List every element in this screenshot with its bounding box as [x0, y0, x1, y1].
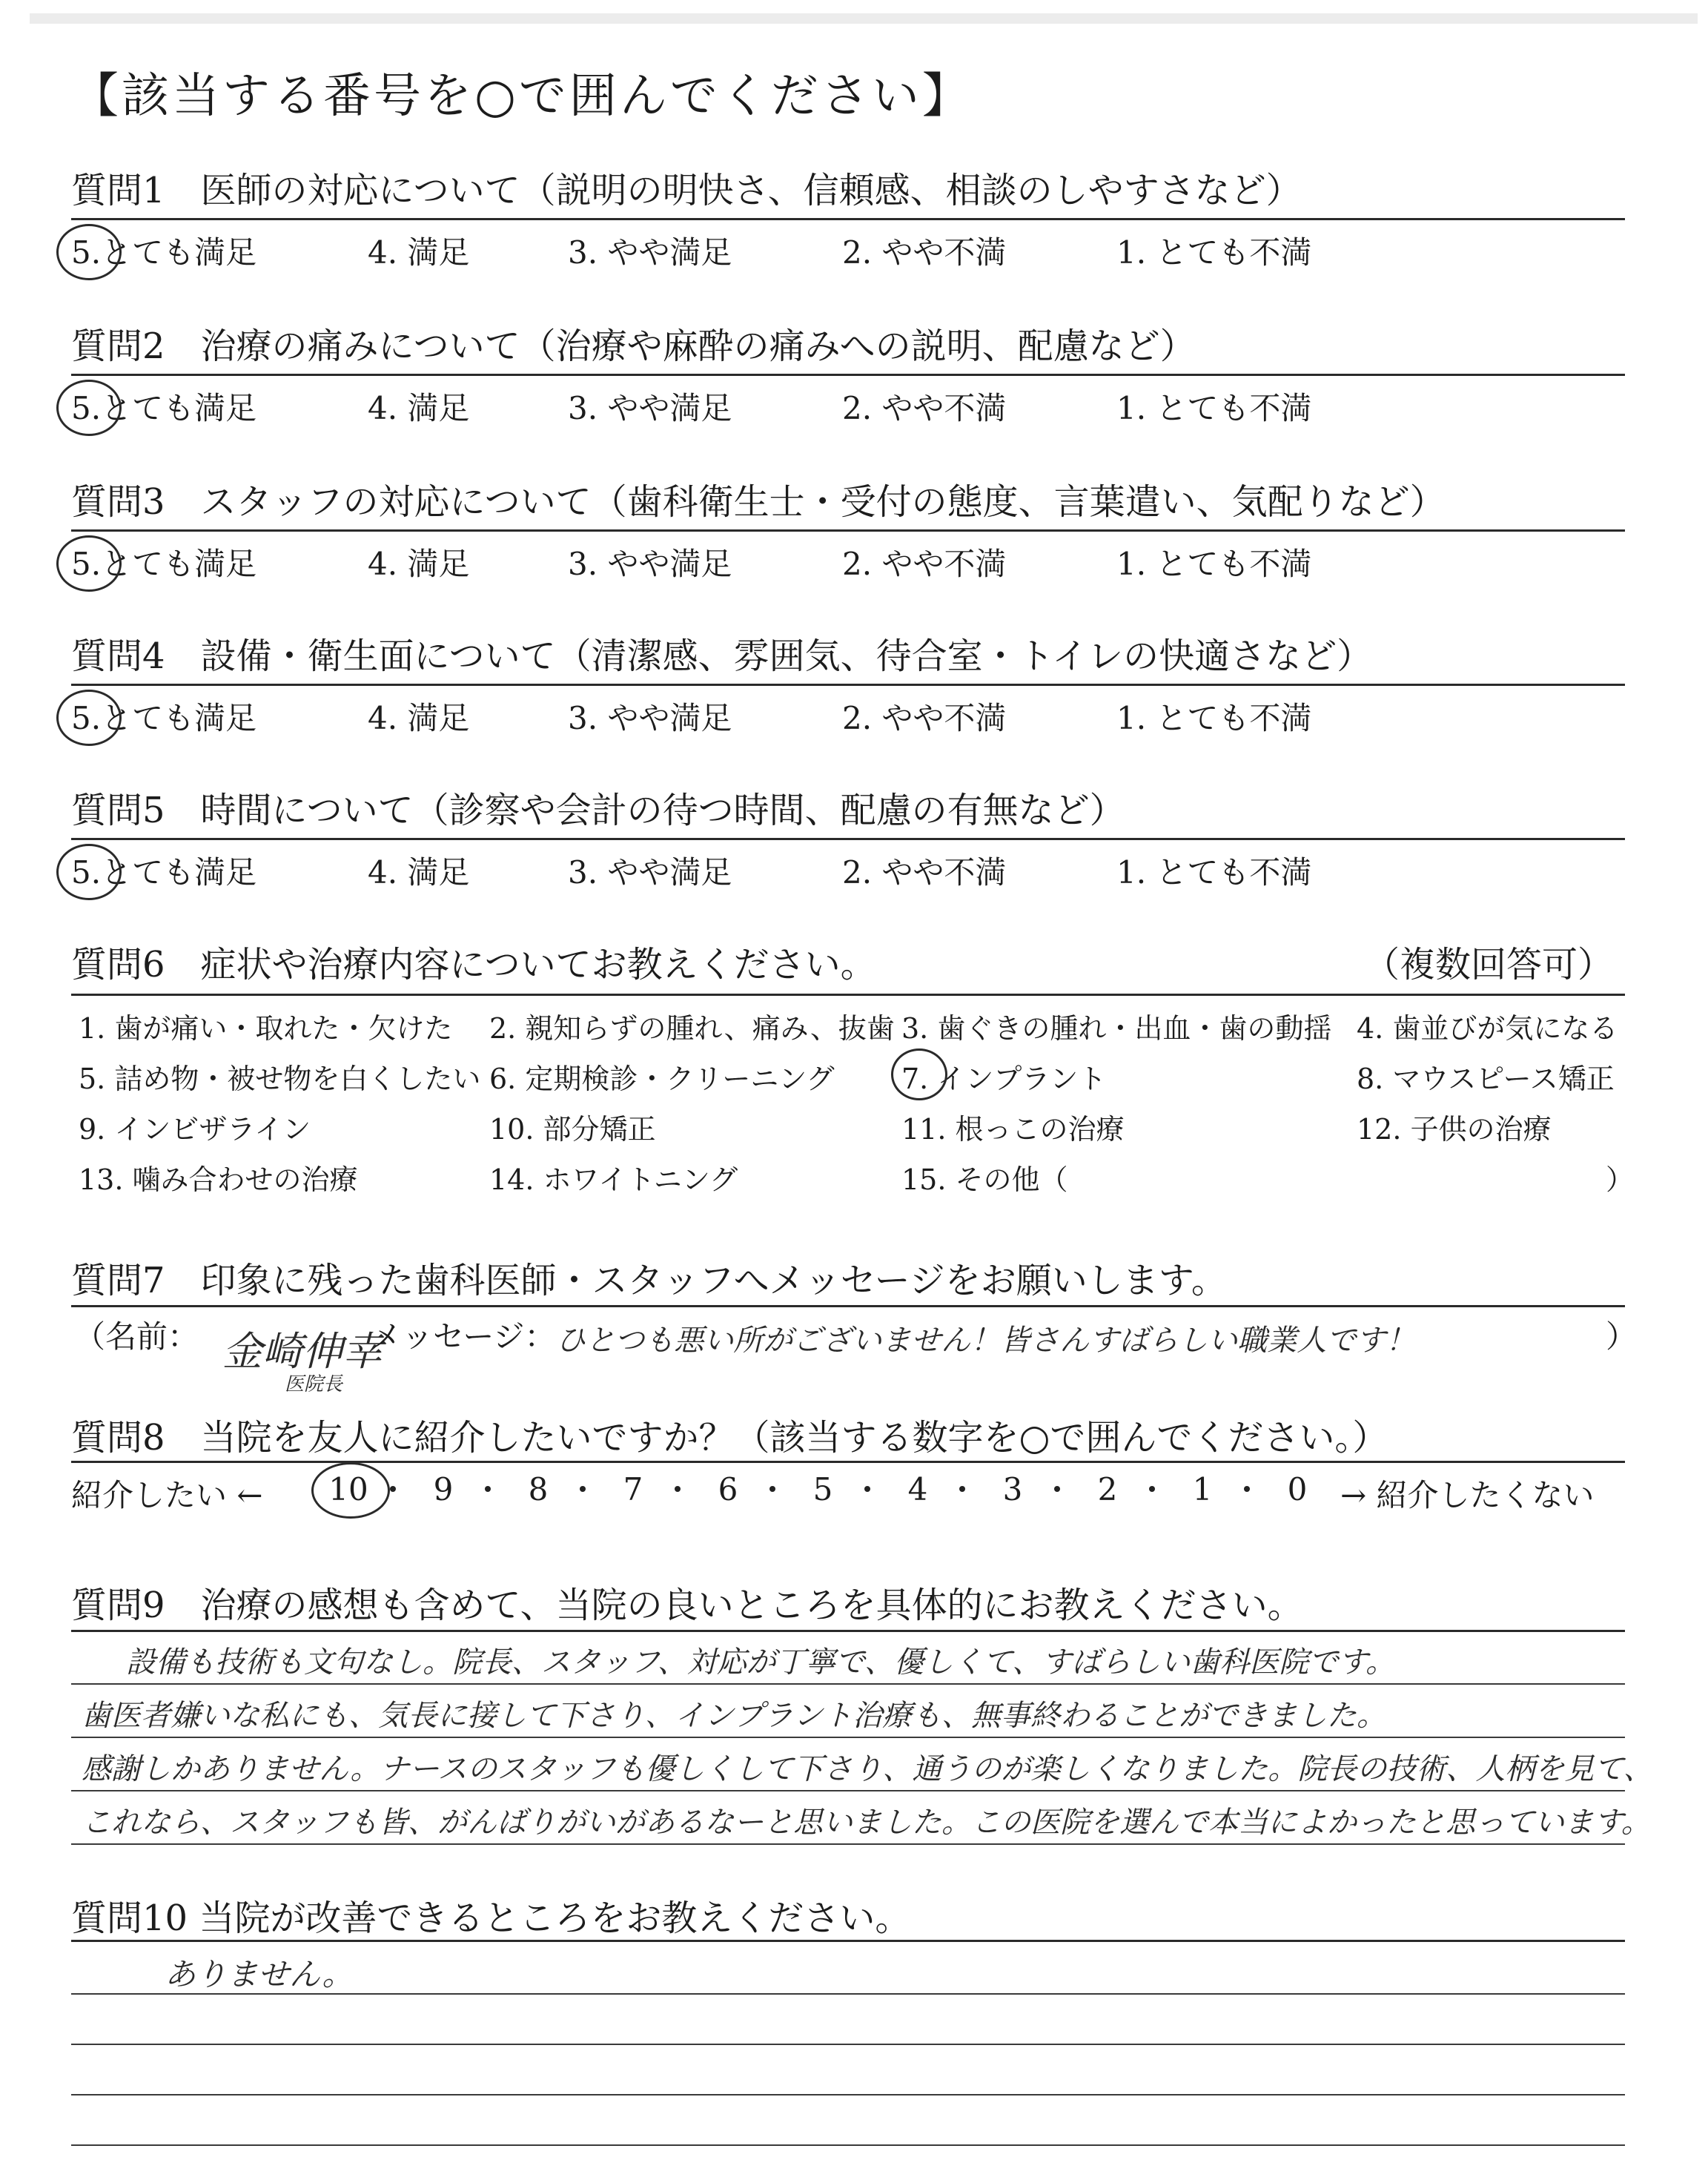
- q6-option[interactable]: 15. その他（: [901, 1163, 1068, 1196]
- q3-option[interactable]: 3. やや満足: [568, 546, 732, 582]
- q2-option[interactable]: 1. とても不満: [1116, 390, 1312, 426]
- q6-option[interactable]: 6. 定期検診・クリーニング: [489, 1063, 835, 1095]
- q8-scale-number[interactable]: 8: [528, 1471, 549, 1507]
- q1-title: 質問1 医師の対応について（説明の明快さ、信頼感、相談のしやすさなど）: [71, 170, 1302, 211]
- q8-scale-dot: [485, 1486, 491, 1492]
- q4-title: 質問4 設備・衛生面について（清潔感、雰囲気、待合室・トイレの快適さなど）: [71, 635, 1373, 677]
- q5-selection-circle: [56, 844, 122, 900]
- q1-option[interactable]: 3. やや満足: [568, 234, 732, 271]
- q5-option[interactable]: 2. やや不満: [842, 854, 1007, 891]
- q3-option[interactable]: 4. 満足: [368, 546, 470, 582]
- q6-selection-circle: [891, 1048, 947, 1100]
- q8-scale-number[interactable]: 2: [1097, 1471, 1118, 1507]
- q8-title: 質問8 当院を友人に紹介したいですか？（該当する数字を○で囲んでください。）: [71, 1417, 1388, 1459]
- q9-ruled-line: [71, 1683, 1625, 1685]
- q6-other-close-paren: ）: [1606, 1163, 1635, 1196]
- q7-message-value[interactable]: ひとつも悪い所がございません！皆さんすばらしい職業人です！: [556, 1324, 1416, 1358]
- q6-option[interactable]: 5. 詰め物・被せ物を白くしたい: [79, 1063, 481, 1095]
- q8-rule: [71, 1461, 1625, 1463]
- q2-title: 質問2 治療の痛みについて（治療や麻酔の痛みへの説明、配慮など）: [71, 326, 1196, 367]
- q7-name-label: （名前：: [74, 1318, 199, 1355]
- q1-option[interactable]: 5.とても満足: [71, 234, 257, 271]
- q8-scale-dot: [864, 1486, 870, 1492]
- q8-selection-circle: [311, 1462, 390, 1519]
- q6-option[interactable]: 12. 子供の治療: [1357, 1113, 1552, 1146]
- q10-answer-line: [71, 2144, 1625, 2146]
- q3-option[interactable]: 5.とても満足: [71, 546, 257, 582]
- q4-option[interactable]: 2. やや不満: [842, 700, 1007, 736]
- q8-scale-dot: [580, 1486, 586, 1492]
- q5-rule: [71, 838, 1625, 840]
- q9-rule: [71, 1630, 1625, 1632]
- q6-title: 質問6 症状や治療内容についてお教えください。: [71, 944, 876, 985]
- q8-scale-dot: [1149, 1486, 1155, 1492]
- q6-option[interactable]: 7. インプラント: [901, 1063, 1107, 1095]
- q1-option[interactable]: 1. とても不満: [1116, 234, 1312, 271]
- q4-option[interactable]: 4. 満足: [368, 700, 470, 736]
- q1-selection-circle: [56, 224, 122, 280]
- q8-scale-number[interactable]: 7: [623, 1471, 643, 1507]
- q1-rule: [71, 218, 1625, 220]
- q7-message-label: メッセージ：: [371, 1318, 556, 1355]
- q8-scale-number[interactable]: 9: [433, 1471, 454, 1507]
- q8-right-label: → 紹介したくない: [1340, 1477, 1595, 1513]
- q10-answer-line: [71, 2044, 1625, 2045]
- q8-scale-dot: [675, 1486, 681, 1492]
- q9-ruled-line: [71, 1790, 1625, 1791]
- q4-option[interactable]: 5.とても満足: [71, 700, 257, 736]
- q9-answer-line-text: 感謝しかありません。ナースのスタッフも優しくして下さり、通うのが楽しくなりました。院長の技術、人柄を見て、: [82, 1752, 1653, 1786]
- q3-rule: [71, 529, 1625, 532]
- q8-scale-number[interactable]: 3: [1002, 1471, 1023, 1507]
- q10-rule: [71, 1940, 1625, 1942]
- q1-option[interactable]: 4. 満足: [368, 234, 470, 271]
- q7-name-note: 医院長: [285, 1373, 343, 1396]
- q7-rule: [71, 1305, 1625, 1307]
- q4-rule: [71, 684, 1625, 686]
- q1-option[interactable]: 2. やや不満: [842, 234, 1007, 271]
- q6-option[interactable]: 4. 歯並びが気になる: [1357, 1012, 1618, 1045]
- q10-answer-line: [71, 2094, 1625, 2095]
- q6-note: （複数回答可）: [1364, 944, 1614, 985]
- q6-option[interactable]: 14. ホワイトニング: [489, 1163, 738, 1196]
- q10-title: 質問10 当院が改善できるところをお教えください。: [71, 1898, 911, 1939]
- q6-option[interactable]: 3. 歯ぐきの腫れ・出血・歯の動揺: [901, 1012, 1332, 1045]
- q2-option[interactable]: 5.とても満足: [71, 390, 257, 426]
- q3-option[interactable]: 1. とても不満: [1116, 546, 1312, 582]
- q6-option[interactable]: 13. 噛み合わせの治療: [79, 1163, 358, 1196]
- q4-option[interactable]: 1. とても不満: [1116, 700, 1312, 736]
- q2-rule: [71, 374, 1625, 376]
- q8-scale-dot: [1054, 1486, 1060, 1492]
- q8-scale-number[interactable]: 5: [812, 1471, 833, 1507]
- q5-title: 質問5 時間について（診察や会計の待つ時間、配慮の有無など）: [71, 790, 1125, 831]
- q7-close-paren: ）: [1606, 1318, 1638, 1355]
- q9-answer-line-text: 設備も技術も文句なし。院長、スタッフ、対応が丁寧で、優しくて、すばらしい歯科医院です。: [126, 1645, 1395, 1680]
- scan-top-edge: [30, 13, 1698, 24]
- q10-answer-line: [71, 1993, 1625, 1995]
- q8-scale-dot: [959, 1486, 965, 1492]
- q2-option[interactable]: 2. やや不満: [842, 390, 1007, 426]
- q8-scale-dot: [390, 1486, 396, 1492]
- q6-option[interactable]: 2. 親知らずの腫れ、痛み、抜歯: [489, 1012, 895, 1045]
- q8-scale-number[interactable]: 10: [328, 1471, 368, 1507]
- q8-scale-dot: [1244, 1486, 1250, 1492]
- q5-option[interactable]: 1. とても不満: [1116, 854, 1312, 891]
- q5-option[interactable]: 5.とても満足: [71, 854, 257, 891]
- q10-answer[interactable]: ありません。: [165, 1956, 354, 1992]
- q7-title: 質問7 印象に残った歯科医師・スタッフへメッセージをお願いします。: [71, 1260, 1227, 1301]
- q8-scale-number[interactable]: 6: [718, 1471, 738, 1507]
- q3-title: 質問3 スタッフの対応について（歯科衛生士・受付の態度、言葉遣い、気配りなど）: [71, 481, 1446, 523]
- q5-option[interactable]: 4. 満足: [368, 854, 470, 891]
- q2-selection-circle: [56, 380, 122, 436]
- q5-option[interactable]: 3. やや満足: [568, 854, 732, 891]
- q6-option[interactable]: 1. 歯が痛い・取れた・欠けた: [79, 1012, 453, 1045]
- q6-option[interactable]: 8. マウスピース矯正: [1357, 1063, 1615, 1095]
- q9-answer-line-text: 歯医者嫌いな私にも、気長に接して下さり、インプラント治療も、無事終わることができました。: [82, 1699, 1386, 1733]
- q9-answer-line-text: これなら、スタッフも皆、がんばりがいがあるなーと思いました。この医院を選んで本当によかったと思っています。: [82, 1806, 1651, 1840]
- q8-scale-dot: [769, 1486, 775, 1492]
- q3-selection-circle: [56, 535, 122, 592]
- q3-option[interactable]: 2. やや不満: [842, 546, 1007, 582]
- q2-option[interactable]: 3. やや満足: [568, 390, 732, 426]
- q6-option[interactable]: 11. 根っこの治療: [901, 1113, 1125, 1146]
- q6-option[interactable]: 9. インビザライン: [79, 1113, 311, 1146]
- q9-ruled-line: [71, 1843, 1625, 1845]
- q9-ruled-line: [71, 1737, 1625, 1738]
- q2-option[interactable]: 4. 満足: [368, 390, 470, 426]
- instruction-header: 【該当する番号を○で囲んでください】: [71, 69, 973, 124]
- q8-scale-number[interactable]: 1: [1192, 1471, 1213, 1507]
- q8-scale-number[interactable]: 0: [1287, 1471, 1308, 1507]
- q6-option[interactable]: 10. 部分矯正: [489, 1113, 656, 1146]
- q7-name-value[interactable]: 金崎伸幸: [222, 1328, 383, 1375]
- q4-selection-circle: [56, 690, 122, 746]
- q4-option[interactable]: 3. やや満足: [568, 700, 732, 736]
- q6-rule: [71, 994, 1625, 996]
- q8-left-label: 紹介したい ←: [71, 1477, 263, 1513]
- q8-scale-number[interactable]: 4: [907, 1471, 928, 1507]
- q9-title: 質問9 治療の感想も含めて、当院の良いところを具体的にお教えください。: [71, 1585, 1303, 1626]
